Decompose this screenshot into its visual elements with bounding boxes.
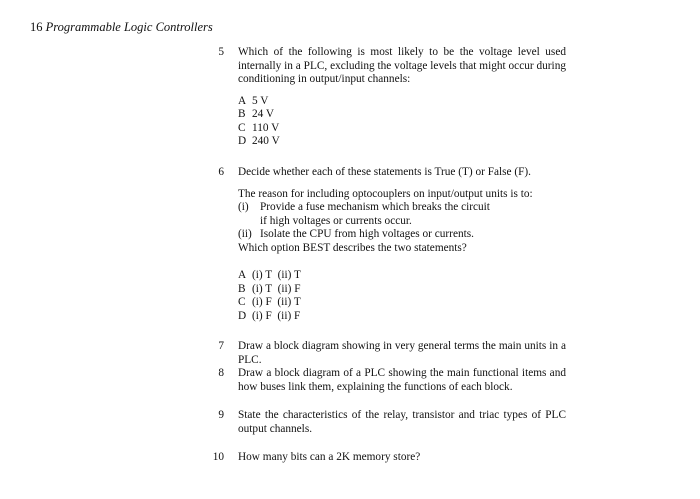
page-number: 16 bbox=[30, 20, 43, 34]
book-title: Programmable Logic Controllers bbox=[45, 20, 213, 34]
question-number: 5 bbox=[218, 46, 224, 58]
question-text: State the characteristics of the relay, transistor and triac types of PLC output channels. bbox=[238, 409, 566, 435]
question-9 bbox=[200, 409, 566, 436]
option-a: A (i) T (ii) T bbox=[238, 269, 301, 281]
statement-ii: (ii) Isolate the CPU from high voltages or currents. bbox=[238, 228, 474, 240]
option-b: B 24 V bbox=[238, 108, 275, 120]
option-d: D (i) F (ii) F bbox=[238, 309, 301, 322]
question-number: 6 bbox=[218, 166, 224, 178]
option-c: C 110 V bbox=[238, 121, 280, 134]
question-8 bbox=[200, 367, 566, 394]
question-7 bbox=[200, 340, 566, 367]
question-intro: Decide whether each of these statements is True (T) or False (F). bbox=[238, 166, 532, 178]
question-10 bbox=[200, 451, 566, 465]
question-text: How many bits can a 2K memory store? bbox=[238, 451, 421, 463]
question-stem: The reason for including optocouplers on input/output units is to: bbox=[238, 187, 533, 200]
question-text: Draw a block diagram showing in very general terms the main units in a PLC. bbox=[238, 340, 566, 366]
question-number: 8 bbox=[218, 367, 224, 379]
statement-i: (i) Provide a fuse mechanism which breaks the circuit if high voltages or currents occur. bbox=[238, 201, 490, 227]
question-number: 9 bbox=[218, 409, 224, 421]
option-b: B (i) T (ii) F bbox=[238, 282, 301, 295]
option-c: C (i) F (ii) T bbox=[238, 296, 301, 308]
option-d: D 240 V bbox=[238, 135, 280, 147]
question-number: 10 bbox=[212, 451, 224, 463]
question-5 bbox=[200, 46, 566, 149]
question-text: Which of the following is most likely to be the voltage level used internally in a PLC, excluding the voltage levels that might occur during conditioning in output/input channels: bbox=[238, 46, 566, 85]
question-prompt: Which option BEST describes the two statements? bbox=[238, 241, 467, 254]
option-a: A 5 V bbox=[238, 94, 269, 107]
question-number: 7 bbox=[218, 340, 224, 352]
question-text: Draw a block diagram of a PLC showing the main functional items and how buses link them, explaining the functions of each block. bbox=[238, 367, 566, 393]
page-header bbox=[30, 20, 213, 35]
question-6 bbox=[200, 166, 566, 323]
